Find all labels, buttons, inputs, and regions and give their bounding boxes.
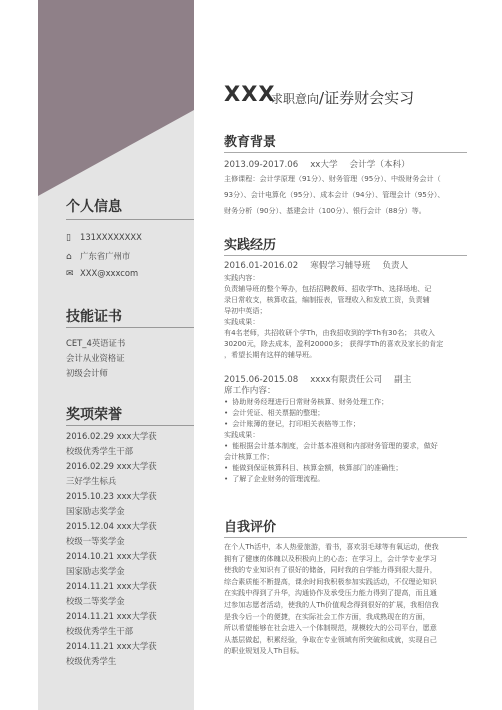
award-item: 2016.02.29 xxx大学获: [66, 431, 157, 441]
award-item: 校级优秀学生干部: [66, 446, 133, 456]
skill-item: CET_4英语证书: [66, 338, 126, 348]
phone-icon: ▯: [66, 233, 71, 243]
sidebar-header-shape: [38, 0, 194, 196]
divider: [224, 255, 467, 256]
experience-role-continued: 席工作内容：: [224, 386, 276, 396]
education-details: [224, 173, 464, 216]
text-line: 实践成果：: [224, 317, 260, 326]
text-line: 是我今后一个的便捷，在实际社会工作方面，我成熟现在的方面，: [224, 611, 430, 621]
phone-value: 131XXXXXXXX: [80, 232, 142, 242]
experience-period: 2016.01-2016.02: [224, 261, 299, 271]
divider: [66, 425, 194, 426]
mail-icon: ✉: [66, 269, 74, 279]
text-line: 主修课程：会计学原理（91分）、财务管理（95分）、中级财务会计（: [224, 174, 441, 183]
experience-org: 寒假学习辅导班: [310, 261, 371, 271]
text-line: 综合素质能不断提高，课余时间我积极参加实践活动，不仅理论知识: [224, 576, 437, 586]
education-period: 2013.09-2017.06: [224, 160, 299, 170]
award-item: 国家励志奖学金: [66, 506, 125, 516]
address-value: 广东省广州市: [80, 251, 131, 261]
divider: [224, 152, 467, 153]
education-major: 会计学（本科）: [349, 160, 410, 170]
email-value: XXX@xxxcom: [80, 268, 139, 278]
award-item: 校级优秀学生干部: [66, 626, 133, 636]
experience-role: 负责人: [382, 261, 409, 271]
self-eval-text: [224, 541, 464, 657]
text-line: 过参加志愿者活动，使我的人Th价值观念得到很好的扩展，我相信我: [224, 599, 439, 609]
award-item: 校级二等奖学金: [66, 596, 125, 606]
text-line: ，希望长期有这样的辅导班。: [224, 350, 317, 359]
text-line: 使我的专业知识有了很好的储备，同时我的自学能力得到很大提升，: [224, 565, 437, 575]
bullet-line: • 协助财务经理进行日常财务核算、财务处理工作；: [224, 396, 464, 407]
text-line: 拥有了健康的体魄以及积极向上的心态；在学习上，会计学专业学习: [224, 553, 437, 563]
divider: [66, 327, 194, 328]
award-item: 2014.11.21 xxx大学获: [66, 641, 157, 651]
job-intent: [271, 87, 414, 108]
education-header: [224, 158, 422, 170]
personal-info-title: 个人信息: [66, 199, 122, 215]
experience-role: 副主: [394, 375, 412, 385]
award-item: 2014.11.21 xxx大学获: [66, 611, 157, 621]
text-line: 从基层做起，积累经验，争取在专业领域有所突破和成就，实现自己: [224, 634, 437, 644]
award-item: 2016.02.29 xxx大学获: [66, 461, 157, 471]
experience-org: xxxx有限责任公司: [310, 375, 383, 385]
award-item: 校级一等奖学金: [66, 536, 125, 546]
education-school: xx大学: [310, 160, 338, 170]
award-item: 2015.12.04 xxx大学获: [66, 521, 157, 531]
experience-title: 实践经历: [224, 238, 277, 253]
experience-details: [224, 272, 464, 360]
bullet-line: • 会计账簿的登记，打印相关表格等工作；: [224, 418, 464, 429]
bullet-line: • 会计凭证、相关票据的整理；: [224, 407, 464, 418]
candidate-name: XXX: [224, 82, 276, 106]
divider: [224, 537, 467, 538]
job-intent-label: 求职意向: [271, 92, 320, 106]
text-line: 导初中英语；: [224, 306, 267, 315]
divider: [66, 219, 194, 220]
bullet-line: • 了解了企业财务的管理流程。: [224, 473, 464, 484]
award-item: 国家励志奖学金: [66, 566, 125, 576]
education-title: 教育背景: [224, 135, 277, 150]
text-line: 30200元，除去成本，盈利20000多； 获得学Th的喜欢及家长的肯定: [224, 339, 444, 348]
text-line: 在实践中得到了升华，沟通协作及承受压力能力得到了提高，而且通: [224, 588, 437, 598]
text-line: 有4名老师，共招收研个学Th，由我招收到的学Th有30名； 共收入: [224, 328, 435, 337]
text-line: 的职业规划及人Th目标。: [224, 646, 304, 656]
experience-header: [224, 259, 420, 271]
skills-title: 技能证书: [66, 309, 122, 325]
text-line: 负责辅导班的整个筹办，包括招聘教师、招收学Th、选择场地、记: [224, 284, 432, 293]
address-row: [66, 250, 130, 262]
award-item: 2014.10.21 xxx大学获: [66, 551, 157, 561]
bullet-line: • 能做到保证核算科目、核算金额，核算部门的准确性；: [224, 462, 464, 473]
text-line: 会计核算工作；: [224, 452, 274, 461]
skill-item: 会计从业资格证: [66, 353, 125, 363]
bullet-line: • 能根据会计基本制度，会计基本准则和内部财务管理的要求，做好: [224, 440, 464, 451]
award-item: 校级优秀学生: [66, 656, 117, 666]
text-line: 实践成果：: [224, 430, 260, 439]
award-item: 三好学生标兵: [66, 476, 117, 486]
award-item: 2014.11.21 xxx大学获: [66, 581, 157, 591]
experience-period: 2015.06-2015.08: [224, 375, 299, 385]
sidebar: [38, 0, 194, 710]
home-icon: ⌂: [66, 252, 72, 262]
text-line: 财务分析（90分）、基建会计（100分）、银行会计（88分）等。: [224, 206, 426, 215]
experience-details: [224, 396, 464, 484]
job-intent-value: /证券财会实习: [319, 89, 415, 107]
awards-title: 奖项荣誉: [66, 407, 122, 423]
email-row: [66, 268, 138, 279]
self-eval-title: 自我评价: [224, 520, 277, 535]
skill-item: 初级会计师: [66, 368, 108, 378]
text-line: 录日常收支，核算收益，编制报表，管理收入和发放工资，负责辅: [224, 295, 430, 304]
text-line: 实践内容：: [224, 273, 260, 282]
text-line: 所以希望能够在社会进入一个体制规范，规模较大的公司平台，愿意: [224, 623, 437, 633]
phone-row: [66, 232, 142, 243]
text-line: 93分）、会计电算化（95分）、成本会计（94分）、管理会计（95分）、: [224, 190, 445, 199]
award-item: 2015.10.23 xxx大学获: [66, 491, 157, 501]
text-line: 在个人Th活中，本人热爱旅游，看书，喜欢羽毛球等有氧运动，使我: [224, 542, 439, 551]
